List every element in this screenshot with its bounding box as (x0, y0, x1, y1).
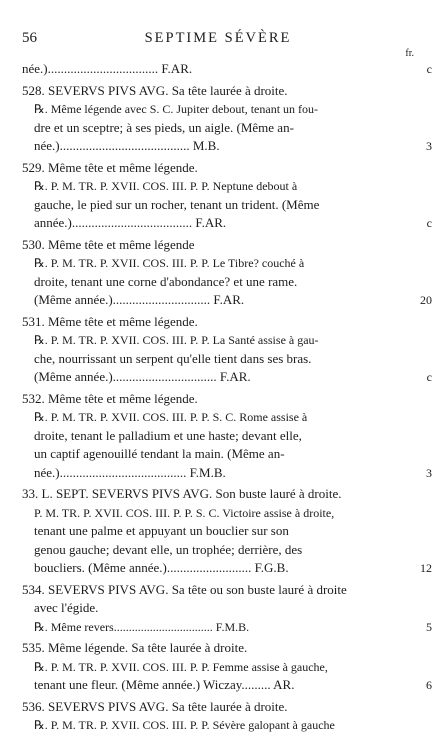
entry-text: ℞. P. M. TR. P. XVII. COS. III. P. P. La Santé assise à gau- (34, 333, 319, 347)
entry-text: genou gauche; devant elle, un trophée; derrière, des (34, 541, 303, 557)
entry-line (22, 716, 432, 735)
entry-line (22, 427, 432, 446)
entry-line (22, 100, 432, 119)
entry-text: ℞. P. M. TR. P. XVII. COS. III. P. P. Le Tibre? couché à (34, 256, 305, 270)
entry-line (22, 196, 432, 215)
entry-text: ℞. Même légende avec S. C. Jupiter debout, tenant un fou- (34, 102, 319, 116)
rarity-value: 20 (420, 293, 432, 307)
entry-533 (22, 485, 432, 581)
entry-line (22, 254, 432, 273)
entry-text: tenant une palme et appuyant un bouclier sur son (34, 523, 289, 538)
entry-text: un captif agenouillé tendant la main. (Même an- (34, 446, 285, 461)
entry-line (22, 82, 432, 101)
entry-text: ℞. P. M. TR. P. XVII. COS. III. P. P. Femme assise à gauche, (34, 659, 328, 674)
rarity-value: 3 (426, 139, 432, 153)
rarity-value: 3 (426, 465, 432, 480)
entry-535 (22, 639, 432, 698)
entry-text: droite, tenant une corne d'abondance? et une rame. (34, 273, 298, 289)
entry-line (22, 541, 432, 560)
entry-text: gauche, le pied sur un rocher, tenant un trident. (Même (34, 196, 320, 212)
entry-text: 530. Même tête et même légende (22, 236, 195, 252)
entry-text: 535. Même légende. Sa tête laurée à droite. (22, 640, 248, 655)
entry-text: tenant une fleur. (Même année.) Wiczay......... AR. (34, 677, 295, 692)
entry-text: née.)........................................ M.B. (34, 138, 220, 153)
entry-line (22, 618, 432, 637)
entry-text: née.)....................................... F.M.B. (34, 464, 226, 480)
entry-line (22, 214, 432, 233)
entry-line (22, 236, 432, 255)
entry-text: (Même année.)................................ F.AR. (34, 369, 251, 384)
entry-536 (22, 698, 432, 738)
page-header (22, 30, 414, 59)
entry-line (22, 698, 432, 717)
entry-line (22, 464, 432, 483)
entry-cont (22, 60, 432, 82)
entry-530 (22, 236, 432, 313)
entry-line (22, 119, 432, 138)
entry-line (22, 676, 432, 695)
rarity-value: 6 (426, 678, 432, 692)
entry-text: (Même année.).............................. F.AR. (34, 292, 245, 307)
entry-text: dre et un sceptre; à ses pieds, un aigle. (Même an- (34, 119, 294, 135)
entry-line (22, 639, 432, 658)
entry-text: che, nourrissant un serpent qu'elle tient dans ses bras. (34, 350, 312, 366)
entry-line (22, 485, 432, 504)
entry-text: P. M. TR. P. XVII. COS. III. P. P. S. C. Victoire assise à droite, (34, 505, 335, 520)
entry-line (22, 60, 432, 79)
entry-text: ℞. P. M. TR. P. XVII. COS. III. P. P. Sévère galopant à gauche (34, 718, 335, 732)
entry-text: ℞. Même revers................................. F.M.B. (34, 619, 250, 634)
entry-text: 529. Même tête et même légende. (22, 159, 198, 175)
running-title: SEPTIME SÉVÈRE (144, 30, 292, 46)
entry-line (22, 291, 432, 310)
entry-line (22, 137, 432, 156)
rarity-value: c (426, 370, 432, 384)
entry-text: 536. SEVERVS PIVS AVG. Sa tête laurée à droite. (22, 698, 288, 714)
entry-text: née.).................................. F.AR. (22, 61, 193, 76)
entry-line (22, 273, 432, 292)
rarity-value: 5 (426, 619, 432, 634)
entry-529 (22, 159, 432, 236)
catalogue-entries (22, 60, 432, 738)
entry-528 (22, 82, 432, 159)
entry-line (22, 445, 432, 464)
column-label: fr. (405, 48, 414, 59)
entry-text: droite, tenant le palladium et une haste; devant elle, (34, 427, 302, 443)
entry-line (22, 177, 432, 196)
entry-text: ℞. P. M. TR. P. XVII. COS. III. P. P. Neptune debout à (34, 179, 298, 193)
entry-line (22, 331, 432, 350)
entry-line (22, 599, 432, 618)
rarity-value: c (426, 216, 432, 230)
entry-line (22, 522, 432, 541)
entry-line (22, 504, 432, 523)
rarity-value: 12 (420, 561, 432, 575)
entry-line (22, 313, 432, 332)
page-number: 56 (22, 30, 37, 46)
entry-line (22, 368, 432, 387)
entry-line (22, 658, 432, 677)
entry-line (22, 350, 432, 369)
entry-text: 532. Même tête et même légende. (22, 390, 198, 406)
entry-text: avec l'égide. (34, 600, 99, 615)
entry-text: ℞. P. M. TR. P. XVII. COS. III. P. P. S. C. Rome assise à (34, 410, 308, 424)
rarity-value: c (426, 62, 432, 76)
entry-text: 528. SEVERVS PIVS AVG. Sa tête laurée à droite. (22, 82, 288, 98)
entry-line (22, 159, 432, 178)
entry-text: boucliers. (Même année.).......................... F.G.B. (34, 560, 289, 575)
entry-text: année.)..................................... F.AR. (34, 215, 227, 230)
entry-531 (22, 313, 432, 390)
entry-text: 33. L. SEPT. SEVERVS PIVS AVG. Son buste lauré à droite. (22, 486, 342, 501)
entry-534 (22, 581, 432, 640)
entry-line (22, 581, 432, 600)
entry-line (22, 390, 432, 409)
entry-text: 534. SEVERVS PIVS AVG. Sa tête ou son buste lauré à droite (22, 581, 347, 597)
entry-text: 531. Même tête et même légende. (22, 313, 198, 329)
entry-line (22, 559, 432, 578)
entry-532 (22, 390, 432, 486)
entry-line (22, 408, 432, 427)
